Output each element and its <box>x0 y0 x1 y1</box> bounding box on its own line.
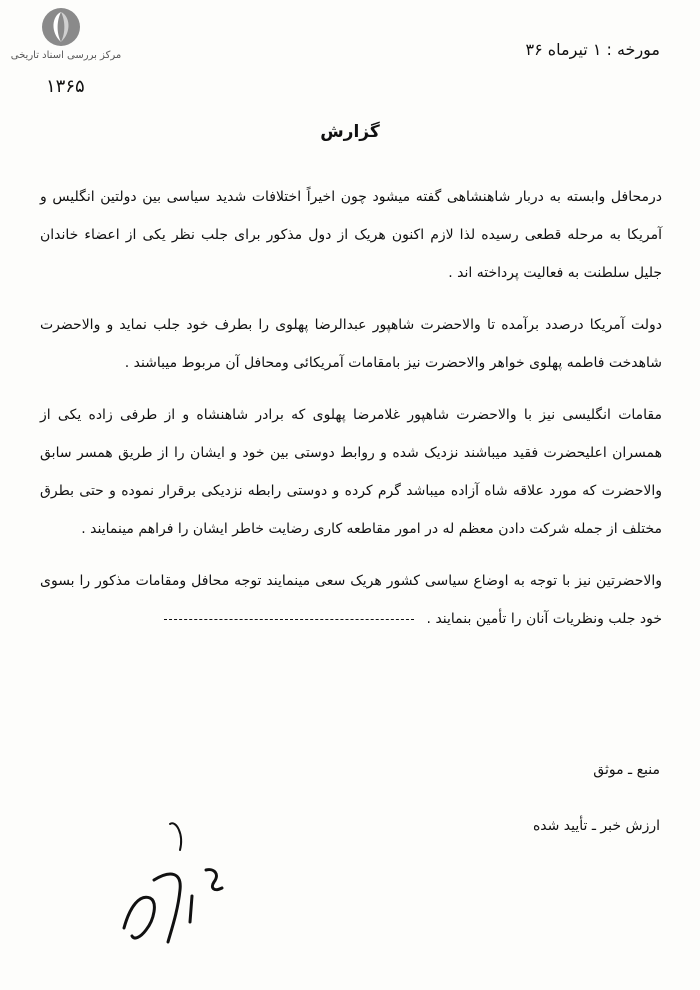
archive-logo-caption: مرکز بررسی اسناد تاریخی <box>10 50 122 61</box>
archive-logo <box>6 6 126 64</box>
dash-filler <box>164 619 414 620</box>
source-label: منبع ـ موثق <box>593 762 660 778</box>
report-body <box>40 178 662 638</box>
document-title <box>0 122 700 142</box>
evaluation-label: ارزش خبر ـ تأیید شده <box>532 818 660 834</box>
report-paragraph-last <box>40 562 662 638</box>
document-reference-number: ۱۳۶۵ <box>46 76 85 97</box>
archive-emblem-icon <box>40 6 82 48</box>
title-text: گزارش <box>320 122 380 142</box>
document-date: مورخه : ۱ تیرماه ۳۶ <box>525 40 660 59</box>
report-paragraph: دولت آمریکا درصدد برآمده تا والاحضرت شاهپور عبدالرضا پهلوی را بطرف خود جلب نماید و والاحضرت شاهدخت فاطمه پهلوی خواهر والاحضرت نیز بامقامات آمریکائی ومحافل آن مربوط میباشند . <box>40 317 662 371</box>
report-paragraph: درمحافل وابسته به دربار شاهنشاهی گفته میشود چون اخیراً اختلافات شدید سیاسی بین دولتین انگلیس و آمریکا به مرحله قطعی رسیده لذا لازم اکنون هریک از دول مذکور برای جلب نظر یکی از اعضاء خاندان جلیل سلطنت به فعالیت پرداخته اند . <box>40 189 662 281</box>
report-paragraph-text: والاحضرتین نیز با توجه به اوضاع سیاسی کشور هریک سعی مینمایند توجه محافل ومقامات مذکور را بسوی خود جلب ونظریات آنان را تأمین بنمایند . <box>40 573 662 627</box>
report-paragraph: مقامات انگلیسی نیز با والاحضرت شاهپور غلامرضا پهلوی که برادر شاهنشاه و از طرفی زاده یکی از همسران اعلیحضرت فقید میباشند نزدیک شده و روابط دوستی بین خود و ایشان را از طریق همسر سابق والاحضرت که مورد علاقه شاه آزاده میباشد گرم کرده و دوستی رابطه نزدیکی برقرار نموده و حتی بطرق مختلف از جمله شرکت دادن معظم له در امور مقاطعه کاری رضایت خاطر ایشان را فراهم مینمایند . <box>40 407 662 537</box>
handwritten-signature <box>110 810 280 960</box>
